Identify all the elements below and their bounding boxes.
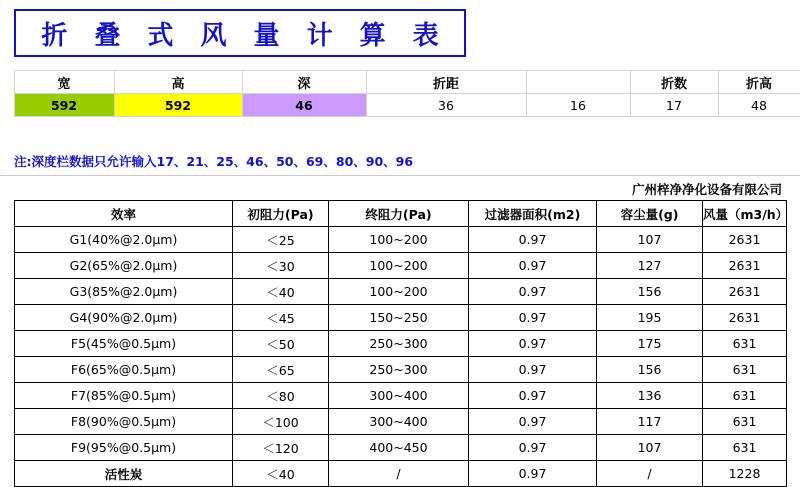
- parameter-header-row: [0, 71, 800, 94]
- cell-efficiency: F9(95%@0.5μm): [15, 435, 233, 461]
- section-divider: [0, 175, 800, 176]
- param-value-depth[interactable]: 46: [242, 94, 366, 117]
- cell-airflow: 631: [703, 357, 787, 383]
- table-row: [15, 305, 787, 331]
- cell-initial-resistance: ＜40: [233, 461, 329, 487]
- cell-efficiency: 活性炭: [15, 461, 233, 487]
- param-header-pleat-pitch: 折距: [366, 71, 526, 94]
- cell-dust-capacity: 156: [597, 357, 703, 383]
- spacer-cell: [0, 71, 14, 94]
- cell-dust-capacity: 107: [597, 435, 703, 461]
- cell-filter-area: 0.97: [469, 331, 597, 357]
- cell-initial-resistance: ＜45: [233, 305, 329, 331]
- col-header-filter-area: 过滤器面积(m2): [469, 201, 597, 227]
- cell-final-resistance: 100~200: [329, 279, 469, 305]
- col-header-efficiency: 效率: [15, 201, 233, 227]
- col-header-airflow: 风量（m3/h）: [703, 201, 787, 227]
- cell-dust-capacity: 175: [597, 331, 703, 357]
- cell-final-resistance: 250~300: [329, 357, 469, 383]
- filter-spec-table: [14, 200, 787, 487]
- table-row: [15, 331, 787, 357]
- cell-dust-capacity: 136: [597, 383, 703, 409]
- cell-dust-capacity: 127: [597, 253, 703, 279]
- cell-airflow: 631: [703, 331, 787, 357]
- col-header-final-resistance: 终阻力(Pa): [329, 201, 469, 227]
- param-header-blank: [526, 71, 630, 94]
- col-header-initial-resistance: 初阻力(Pa): [233, 201, 329, 227]
- title-box: [14, 9, 466, 57]
- cell-initial-resistance: ＜30: [233, 253, 329, 279]
- cell-airflow: 1228: [703, 461, 787, 487]
- col-header-dust-capacity: 容尘量(g): [597, 201, 703, 227]
- cell-efficiency: F6(65%@0.5μm): [15, 357, 233, 383]
- param-value-height[interactable]: 592: [114, 94, 242, 117]
- param-header-depth: 深: [242, 71, 366, 94]
- cell-airflow: 631: [703, 435, 787, 461]
- cell-initial-resistance: ＜120: [233, 435, 329, 461]
- company-name: 广州梓净净化设备有限公司: [631, 182, 782, 197]
- cell-filter-area: 0.97: [469, 435, 597, 461]
- param-value-pleat-height[interactable]: 48: [718, 94, 800, 117]
- cell-dust-capacity: 117: [597, 409, 703, 435]
- param-header-pleat-count: 折数: [630, 71, 718, 94]
- table-header-row: [15, 201, 787, 227]
- cell-initial-resistance: ＜40: [233, 279, 329, 305]
- cell-efficiency: G2(65%@2.0μm): [15, 253, 233, 279]
- table-row: [15, 253, 787, 279]
- page-title: 折 叠 式 风 量 计 算 表: [41, 20, 448, 51]
- cell-airflow: 2631: [703, 227, 787, 253]
- cell-filter-area: 0.97: [469, 305, 597, 331]
- cell-airflow: 2631: [703, 279, 787, 305]
- cell-filter-area: 0.97: [469, 357, 597, 383]
- table-row: [15, 435, 787, 461]
- cell-efficiency: G1(40%@2.0μm): [15, 227, 233, 253]
- depth-input-note: 注:深度栏数据只允许输入17、21、25、46、50、69、80、90、96: [14, 154, 414, 169]
- param-header-pleat-height: 折高: [718, 71, 800, 94]
- table-row: [15, 357, 787, 383]
- cell-dust-capacity: 195: [597, 305, 703, 331]
- cell-final-resistance: 250~300: [329, 331, 469, 357]
- cell-filter-area: 0.97: [469, 279, 597, 305]
- cell-initial-resistance: ＜25: [233, 227, 329, 253]
- cell-dust-capacity: /: [597, 461, 703, 487]
- cell-airflow: 2631: [703, 253, 787, 279]
- cell-final-resistance: 100~200: [329, 253, 469, 279]
- cell-final-resistance: /: [329, 461, 469, 487]
- cell-final-resistance: 400~450: [329, 435, 469, 461]
- table-row: [15, 409, 787, 435]
- cell-efficiency: F8(90%@0.5μm): [15, 409, 233, 435]
- cell-final-resistance: 150~250: [329, 305, 469, 331]
- cell-filter-area: 0.97: [469, 253, 597, 279]
- cell-initial-resistance: ＜65: [233, 357, 329, 383]
- cell-filter-area: 0.97: [469, 409, 597, 435]
- table-row: [15, 383, 787, 409]
- cell-efficiency: F5(45%@0.5μm): [15, 331, 233, 357]
- cell-airflow: 631: [703, 383, 787, 409]
- param-value-width[interactable]: 592: [14, 94, 114, 117]
- param-value-blank[interactable]: 16: [526, 94, 630, 117]
- cell-final-resistance: 300~400: [329, 383, 469, 409]
- table-row: [15, 227, 787, 253]
- cell-filter-area: 0.97: [469, 227, 597, 253]
- param-value-pleat-count[interactable]: 17: [630, 94, 718, 117]
- cell-efficiency: G3(85%@2.0μm): [15, 279, 233, 305]
- cell-filter-area: 0.97: [469, 461, 597, 487]
- spacer-cell: [0, 94, 14, 117]
- cell-airflow: 631: [703, 409, 787, 435]
- cell-initial-resistance: ＜50: [233, 331, 329, 357]
- cell-airflow: 2631: [703, 305, 787, 331]
- parameter-value-row: [0, 94, 800, 117]
- parameter-table: [0, 70, 800, 117]
- cell-efficiency: F7(85%@0.5μm): [15, 383, 233, 409]
- table-body: [15, 227, 787, 487]
- table-row: [15, 279, 787, 305]
- cell-initial-resistance: ＜100: [233, 409, 329, 435]
- param-header-height: 高: [114, 71, 242, 94]
- cell-final-resistance: 100~200: [329, 227, 469, 253]
- cell-efficiency: G4(90%@2.0μm): [15, 305, 233, 331]
- cell-dust-capacity: 156: [597, 279, 703, 305]
- cell-initial-resistance: ＜80: [233, 383, 329, 409]
- cell-filter-area: 0.97: [469, 383, 597, 409]
- cell-dust-capacity: 107: [597, 227, 703, 253]
- cell-final-resistance: 300~400: [329, 409, 469, 435]
- param-value-pleat-pitch[interactable]: 36: [366, 94, 526, 117]
- table-row: [15, 461, 787, 487]
- param-header-width: 宽: [14, 71, 114, 94]
